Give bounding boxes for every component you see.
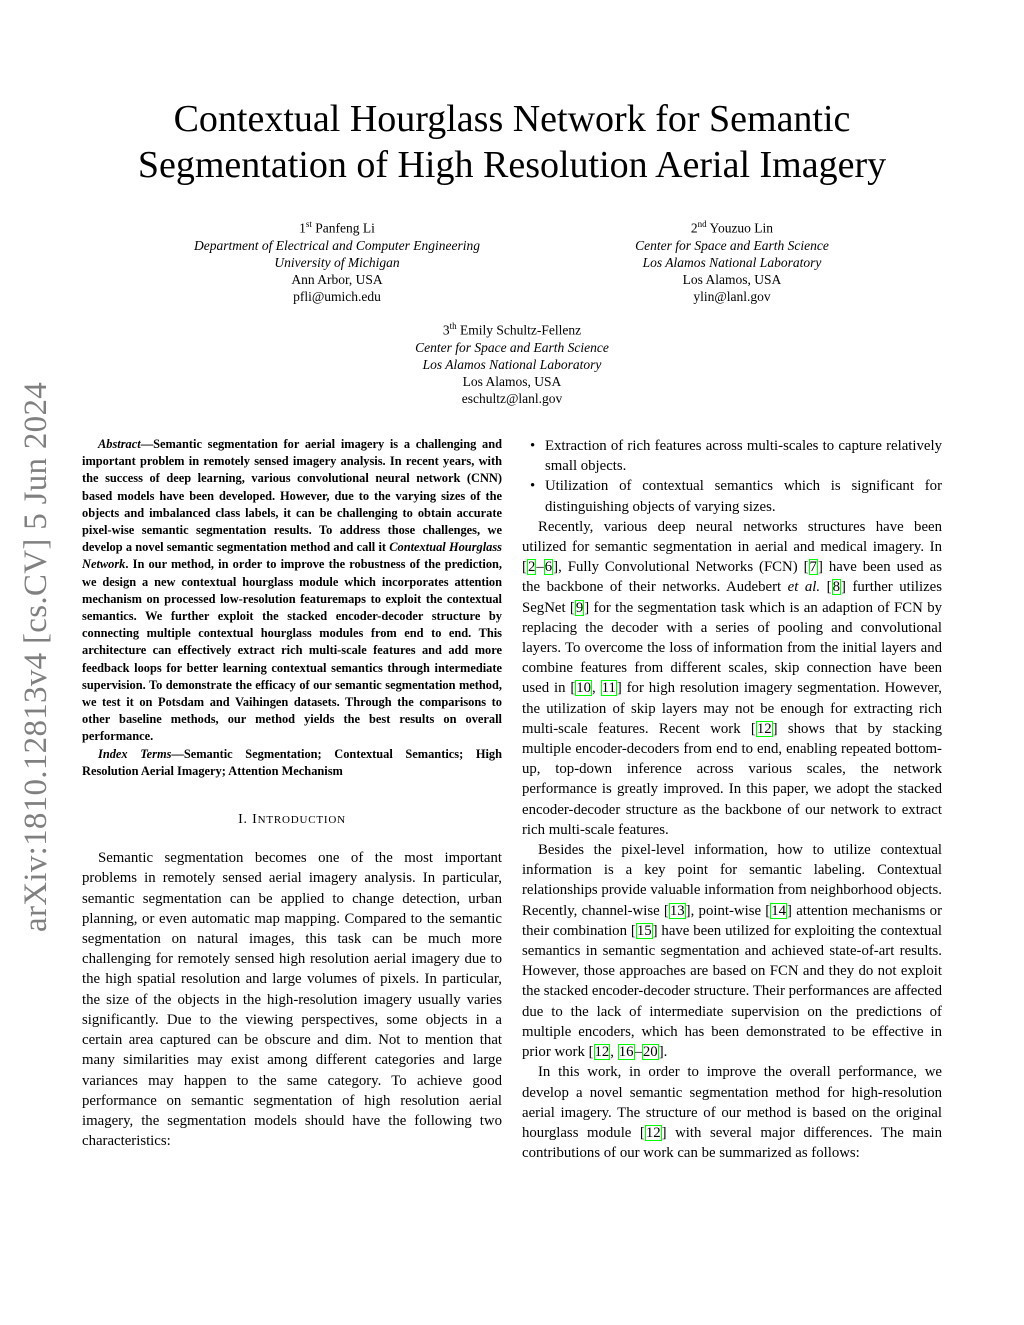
citation-link[interactable]: 13 [669, 902, 685, 919]
author-institution: University of Michigan [274, 254, 400, 270]
author-block-2 [582, 216, 882, 305]
author-affiliation: Department of Electrical and Computer Engineering [193, 237, 481, 253]
paper-title [60, 96, 964, 188]
list-item: • Utilization of contextual semantics which is significant for distinguishing objects of varying sizes. [530, 478, 942, 515]
citation-link[interactable]: 20 [642, 1044, 658, 1061]
citation-link[interactable]: 7 [809, 559, 817, 576]
characteristics-list [522, 436, 942, 517]
author-name: 1st Panfeng Li [299, 219, 375, 236]
citation-link[interactable]: 8 [832, 579, 840, 596]
citation-link[interactable]: 14 [771, 902, 787, 919]
list-item: • Extraction of rich features across multi-scales to capture relatively small objects. [530, 438, 942, 475]
bullet-icon: • [530, 438, 536, 454]
left-column [82, 436, 502, 1151]
author-location: Los Alamos, USA [682, 271, 782, 287]
index-terms: Index Terms—Semantic Segmentation; Contextual Semantics; High Resolution Aerial Imagery; Attention Mechanism [82, 746, 502, 778]
citation-link[interactable]: 12 [756, 720, 772, 737]
citation-link[interactable]: 11 [601, 680, 616, 697]
citation-link[interactable]: 15 [636, 922, 652, 939]
intro-paragraph-2: Recently, various deep neural networks structures have been utilized for semantic segmentation in aerial and medical imagery. In [2–6], Fully Convolutional Networks (FCN) [7] have been used as the backbone of their networks. Audebert et al. [8] further utilizes SegNet [9] for the segmentation task which is an adaption of FCN by replacing the decoder with a series of pooling and convolutional layers. To overcome the loss of information from the initial layers and combine features from different scales, skip connection have been used in [10, 11] for high resolution imagery segmentation. However, the utilization of skip layers may not be enough for extracting rich multi-scale features. Recent work [12] shows that by stacking multiple encoder-decoders from end to end, enabling repeated bottom-up, top-down inference across various scales, the network performance is greatly improved. In this paper, we adopt the stacked encoder-decoder structure as the backbone of our network to extract rich multi-scale features. [522, 518, 942, 838]
author-location: Los Alamos, USA [462, 373, 562, 389]
section-heading-introduction: I. INTRODUCTION [238, 812, 346, 828]
author-email[interactable]: pfli@umich.edu [293, 288, 381, 304]
arxiv-stamp: arXiv:1810.12813v4 [cs.CV] 5 Jun 2024 [18, 381, 54, 932]
citation-link[interactable]: 12 [594, 1044, 610, 1061]
citation-link[interactable]: 2 [527, 559, 536, 576]
author-name: 3th Emily Schultz-Fellenz [442, 321, 582, 338]
intro-paragraph-4: In this work, in order to improve the overall performance, we develop a novel semantic segmentation method for high-resolution aerial imagery. The structure of our method is based on the original hourglass module [12] with several major differences. The main contributions of our work can be summarized as follows: [522, 1064, 942, 1162]
title-line-2: Segmentation of High Resolution Aerial Imagery [137, 144, 887, 186]
intro-paragraph-3: Besides the pixel-level information, how to utilize contextual information is a key point for semantic labeling. Contextual relationships provide valuable information from neighborhood objects. Recently, channel-wise [13], point-wise [14] attention mechanisms or their combination [15] have been utilized for exploiting the contextual semantics in semantic segmentation and achieved state-of-art results. However, those approaches are based on FCN and they do not exploit the stacked encoder-decoder structure. Their performances are affected due to the lack of intermediate supervision on the predictions of multiple encoders, which has been demonstrated to be effective in prior work [12, 16–20]. [522, 842, 942, 1061]
author-name: 2nd Youzuo Lin [690, 219, 774, 236]
bullet-icon: • [530, 478, 536, 495]
citation-link[interactable]: 10 [576, 680, 592, 697]
author-institution: Los Alamos National Laboratory [422, 356, 602, 372]
citation-link[interactable]: 12 [645, 1124, 661, 1141]
intro-paragraph-1: Semantic segmentation becomes one of the most important problems in remotely sensed aerial imagery analysis. In particular, semantic segmentation can be applied to change detection, urban planning, or even automatic map mapping. Compared to the semantic segmentation on natural images, this task can be much more challenging for remotely sensed high resolution aerial imagery due to the high spatial resolution and large volumes of pixels. In particular, the size of the objects in the high-resolution imagery usually varies significantly. Due to the viewing perspectives, some objects in a certain area captured can be obscure and dim. Not to mention that many similarities may exist among different categories and large variances may happen to the same category. To achieve good performance on semantic segmentation of high resolution aerial imagery, the segmentation models should have the following two characteristics: [82, 850, 502, 1150]
author-location: Ann Arbor, USA [291, 271, 383, 287]
citation-link[interactable]: 9 [575, 599, 584, 616]
author-affiliation: Center for Space and Earth Science [415, 339, 609, 355]
author-email[interactable]: eschultz@lanl.gov [461, 390, 563, 406]
author-affiliation: Center for Space and Earth Science [635, 237, 829, 253]
author-institution: Los Alamos National Laboratory [642, 254, 822, 270]
title-line-1: Contextual Hourglass Network for Semantic [173, 98, 851, 140]
author-block-1 [150, 216, 524, 305]
right-column [522, 436, 942, 1163]
citation-link[interactable]: 6 [544, 559, 553, 576]
author-email[interactable]: ylin@lanl.gov [693, 288, 771, 304]
author-block-3 [362, 318, 662, 407]
abstract: Abstract—Semantic segmentation for aerial imagery is a challenging and important problem in remotely sensed imagery analysis. In recent years, with the success of deep learning, various convolutional neural network (CNN) based models have been developed. However, due to the varying sizes of the objects and imbalanced class labels, it can be challenging to obtain accurate pixel-wise semantic segmentation results. To address those challenges, we develop a novel semantic segmentation method and call it Contextual Hourglass Network. In our method, in order to improve the robustness of the prediction, we design a new contextual hourglass module which incorporates attention mechanism on processed low-resolution featuremaps to exploit the contextual semantics. We further exploit the stacked encoder-decoder structure by connecting multiple contextual hourglass modules from end to end. This architecture can effectively extract rich multi-scale features and add more feedback loops for better learning contextual semantics through intermediate supervision. To demonstrate the efficacy of our semantic segmentation method, we test it on Potsdam and Vaihingen datasets. Through the comparisons to other baseline methods, our method yields the best results on overall performance. [82, 437, 502, 744]
citation-link[interactable]: 16 [618, 1044, 634, 1061]
